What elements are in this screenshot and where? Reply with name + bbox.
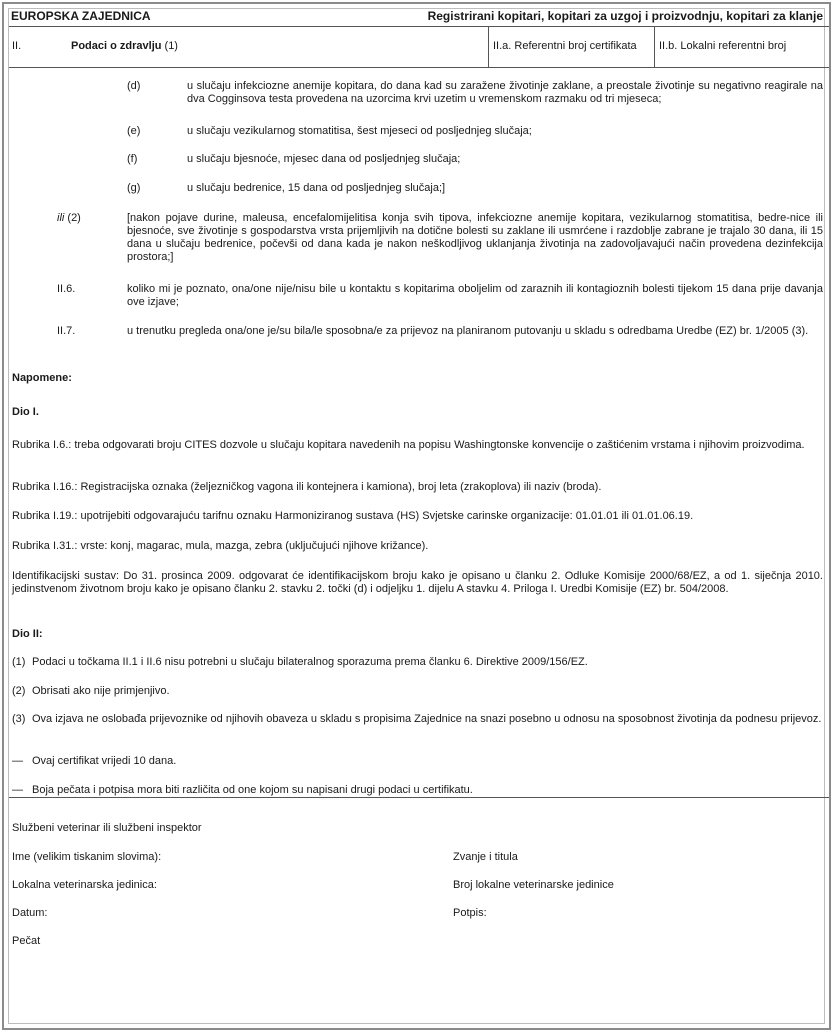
notes-heading: Napomene: <box>12 372 72 384</box>
dash-bullet: — <box>12 755 23 767</box>
ili-label-text: ili <box>57 212 65 224</box>
note-p4: Rubrika I.31.: vrste: konj, magarac, mula, mazga, zebra (uključujući njihove križance). <box>12 540 429 552</box>
ili-ref: (2) <box>67 212 81 224</box>
page-header <box>9 8 829 27</box>
dash-bullet: — <box>12 784 23 796</box>
certificate-page <box>9 8 829 1024</box>
ii7-label: II.7. <box>57 325 76 337</box>
item-text: u slučaju vezikularnog stomatitisa, šest mjeseci od posljednjeg slučaja; <box>187 125 532 137</box>
date-label: Datum: <box>12 907 48 919</box>
ili-label <box>57 212 81 225</box>
section-header-row <box>9 27 829 68</box>
footnote-2: Obrisati ako nije primjenjivo. <box>32 685 170 697</box>
local-unit-label: Lokalna veterinarska jedinica: <box>12 879 157 891</box>
item-label: (f) <box>127 153 138 165</box>
item-label: (g) <box>127 182 141 194</box>
header-left: EUROPSKA ZAJEDNICA <box>11 9 151 23</box>
section-title <box>71 40 178 53</box>
item-label: (d) <box>127 80 141 92</box>
item-text: u slučaju infekciozne anemije kopitara, do dana kad su zaražene životinje zaklane, a preostale životinje su negativno reagirale na dva Cogginsova testa provedena na uzorcima krvi uzetim u vremenskom razmaku od tri mjeseca; <box>187 80 823 105</box>
section-body <box>9 67 829 798</box>
divider <box>654 27 655 67</box>
ii6-text: koliko mi je poznato, ona/one nije/nisu bile u kontaktu s kopitarima oboljelim od zaraznih ili kontagioznih bolesti tijekom 15 dana prije davanja ove izjave; <box>127 283 823 308</box>
name-label: Ime (velikim tiskanim slovima): <box>12 851 162 863</box>
local-unit-number-label: Broj lokalne veterinarske jedinice <box>453 879 614 891</box>
signature-block <box>9 798 829 1024</box>
reference-cert-label: II.a. Referentni broj certifikata <box>493 40 637 52</box>
footnote-ref: (2) <box>12 685 26 697</box>
ii6-label: II.6. <box>57 283 76 295</box>
footnote-1: Podaci u točkama II.1 i II.6 nisu potrebni u slučaju bilateralnog sporazuma prema članku 6. Direktive 2009/156/EZ. <box>32 656 588 668</box>
divider <box>488 27 489 67</box>
section-title-ref: (1) <box>164 40 178 52</box>
footnote-ref: (1) <box>12 656 26 668</box>
stamp-label: Pečat <box>12 935 41 947</box>
section-title-text: Podaci o zdravlju <box>71 40 162 52</box>
notes-part2: Dio II: <box>12 628 43 640</box>
item-text: u slučaju bjesnoće, mjesec dana od posljednjeg slučaja; <box>187 153 461 165</box>
dash-note-1: Ovaj certifikat vrijedi 10 dana. <box>32 755 177 767</box>
note-p2: Rubrika I.16.: Registracijska oznaka (željezničkog vagona ili kontejnera i kamiona), broj leta (zrakoplova) ili naziv (broda). <box>12 481 602 493</box>
reference-local-label: II.b. Lokalni referentni broj <box>659 40 787 52</box>
rank-label: Zvanje i titula <box>453 851 518 863</box>
dash-note-2: Boja pečata i potpisa mora biti različita od one kojom su napisani drugi podaci u certifikatu. <box>32 784 473 796</box>
official-label: Službeni veterinar ili službeni inspektor <box>12 822 202 834</box>
section-number: II. <box>12 40 22 52</box>
item-label: (e) <box>127 125 141 137</box>
footnote-3: Ova izjava ne oslobađa prijevoznike od njihovih obaveza u skladu s propisima Zajednice na snazi posebno u odnosu na sposobnost životinja da podnesu prijevoz. <box>32 713 822 725</box>
footnote-ref: (3) <box>12 713 26 725</box>
notes-part1: Dio I. <box>12 406 39 418</box>
item-text: u slučaju bedrenice, 15 dana od posljednjeg slučaja;] <box>187 182 446 194</box>
ili-text: [nakon pojave durine, maleusa, encefalomijelitisa konja svih tipova, infekciozne anemije kopitara, vezikularnog stomatitisa, bedre-nice ili bjesnoće, sve životinje s gospodarstva vrsta prijemljivih na dotične bolesti su zaklane ili usmrćene i razdoblje zabrane je trajalo 30 dana, ili 15 dana u slučaju bedrenice, počevši od dana kada je nakon neškodljivog uklanjanja životinja na zadovoljavajući način provedena dezinfekcija prostora;] <box>127 212 823 263</box>
note-p5: Identifikacijski sustav: Do 31. prosinca 2009. odgovarat će identifikacijskom broju kako je opisano u članku 2. Odluke Komisije 2000/68/EZ, a od 1. siječnja 2010. jedinstvenom životnom broju kako je opisano članku 2. stavku 2. točki (d) i odjeljku 1. dijelu A stavku 4. Priloga I. Uredbi Komisije (EZ) br. 504/2008. <box>12 570 823 595</box>
ii7-text: u trenutku pregleda ona/one je/su bila/le sposobna/e za prijevoz na planiranom putovanju u skladu s odredbama Uredbe (EZ) br. 1/2005 (3). <box>127 325 809 337</box>
note-p3: Rubrika I.19.: upotrijebiti odgovarajuću tarifnu oznaku Harmoniziranog sustava (HS) Svjetske carinske organizacije: 01.01.01 ili 01.01.06.19. <box>12 510 694 522</box>
signature-label: Potpis: <box>453 907 487 919</box>
header-right: Registrirani kopitari, kopitari za uzgoj i proizvodnju, kopitari za klanje <box>427 9 823 23</box>
note-p1: Rubrika I.6.: treba odgovarati broju CITES dozvole u slučaju kopitara navedenih na popisu Washingtonske konvencije o zaštićenim vrstama i njihovim proizvodima. <box>12 439 805 451</box>
